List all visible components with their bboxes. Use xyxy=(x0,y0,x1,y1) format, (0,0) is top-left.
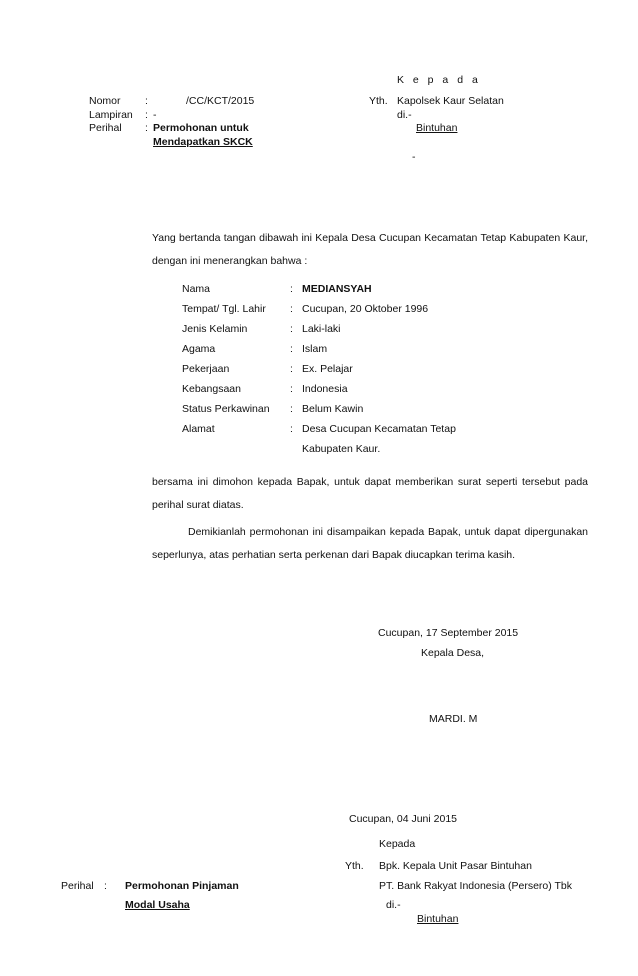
letter2-perihal-line2: Modal Usaha xyxy=(125,899,190,911)
letter2-yth: Yth. xyxy=(345,860,364,872)
field-label: Kebangsaan xyxy=(182,383,241,395)
field-colon: : xyxy=(290,423,293,435)
perihal-colon: : xyxy=(145,122,148,134)
nomor-colon: : xyxy=(145,95,148,107)
recipient-place: Bintuhan xyxy=(416,122,458,134)
field-value: Desa Cucupan Kecamatan Tetap xyxy=(302,423,456,435)
field-label: Alamat xyxy=(182,423,215,435)
field-colon: : xyxy=(290,303,293,315)
letter2-perihal-colon: : xyxy=(104,880,107,892)
lampiran-colon: : xyxy=(145,109,148,121)
field-label: Agama xyxy=(182,343,216,355)
field-value: Laki-laki xyxy=(302,323,341,335)
field-label: Status Perkawinan xyxy=(182,403,270,415)
signature-title: Kepala Desa, xyxy=(421,647,485,659)
field-label: Jenis Kelamin xyxy=(182,323,248,335)
letter2-perihal-label: Perihal xyxy=(61,880,94,892)
recipient-name: Kapolsek Kaur Selatan xyxy=(397,95,504,107)
signature-date: Cucupan, 17 September 2015 xyxy=(378,627,519,639)
letter2-kepada: Kepada xyxy=(379,838,416,850)
field-label: Nama xyxy=(182,283,211,295)
lampiran-value: - xyxy=(153,109,157,121)
letter2-recipient-line2: PT. Bank Rakyat Indonesia (Persero) Tbk xyxy=(379,880,572,892)
field-value: Islam xyxy=(302,343,328,355)
yth-label: Yth. xyxy=(369,95,388,107)
request-paragraph: bersama ini dimohon kepada Bapak, untuk dapat memberikan surat seperti tersebut pada perihal surat diatas. xyxy=(152,476,588,511)
kepada-heading: K e p a d a xyxy=(397,74,481,86)
intro-paragraph: Yang bertanda tangan dibawah ini Kepala Desa Cucupan Kecamatan Tetap Kabupaten Kaur, dengan ini menerangkan bahwa : xyxy=(152,232,588,267)
nomor-value: /CC/KCT/2015 xyxy=(186,95,255,107)
nomor-label: Nomor xyxy=(89,95,121,107)
field-label: Tempat/ Tgl. Lahir xyxy=(182,303,266,315)
letter2-perihal-line1: Permohonan Pinjaman xyxy=(125,880,239,892)
field-label: Pekerjaan xyxy=(182,363,230,375)
field-value: Belum Kawin xyxy=(302,403,364,415)
field-colon: : xyxy=(290,323,293,335)
field-value: Ex. Pelajar xyxy=(302,363,353,375)
lampiran-label: Lampiran xyxy=(89,109,133,121)
perihal-label: Perihal xyxy=(89,122,122,134)
field-value: Kabupaten Kaur. xyxy=(302,443,381,455)
letter2-place: Bintuhan xyxy=(417,913,459,925)
letter2-di: di.- xyxy=(386,899,401,911)
letter2-recipient-line1: Bpk. Kepala Unit Pasar Bintuhan xyxy=(379,860,532,872)
field-colon: : xyxy=(290,363,293,375)
dash-mark: - xyxy=(412,151,416,163)
field-colon: : xyxy=(290,343,293,355)
field-colon: : xyxy=(290,403,293,415)
field-value: MEDIANSYAH xyxy=(302,283,372,295)
letter2-date: Cucupan, 04 Juni 2015 xyxy=(349,813,457,825)
perihal-line1: Permohonan untuk xyxy=(153,122,249,134)
perihal-line2: Mendapatkan SKCK xyxy=(153,136,253,148)
field-colon: : xyxy=(290,383,293,395)
signature-name: MARDI. M xyxy=(429,713,478,725)
field-value: Cucupan, 20 Oktober 1996 xyxy=(302,303,429,315)
field-value: Indonesia xyxy=(302,383,348,395)
closing-paragraph: Demikianlah permohonan ini disampaikan kepada Bapak, untuk dapat dipergunakan seperlunya, atas perhatian serta perkenan dari Bapak diucapkan terima kasih. xyxy=(152,526,588,561)
recipient-di: di.- xyxy=(397,109,412,121)
field-colon: : xyxy=(290,283,293,295)
